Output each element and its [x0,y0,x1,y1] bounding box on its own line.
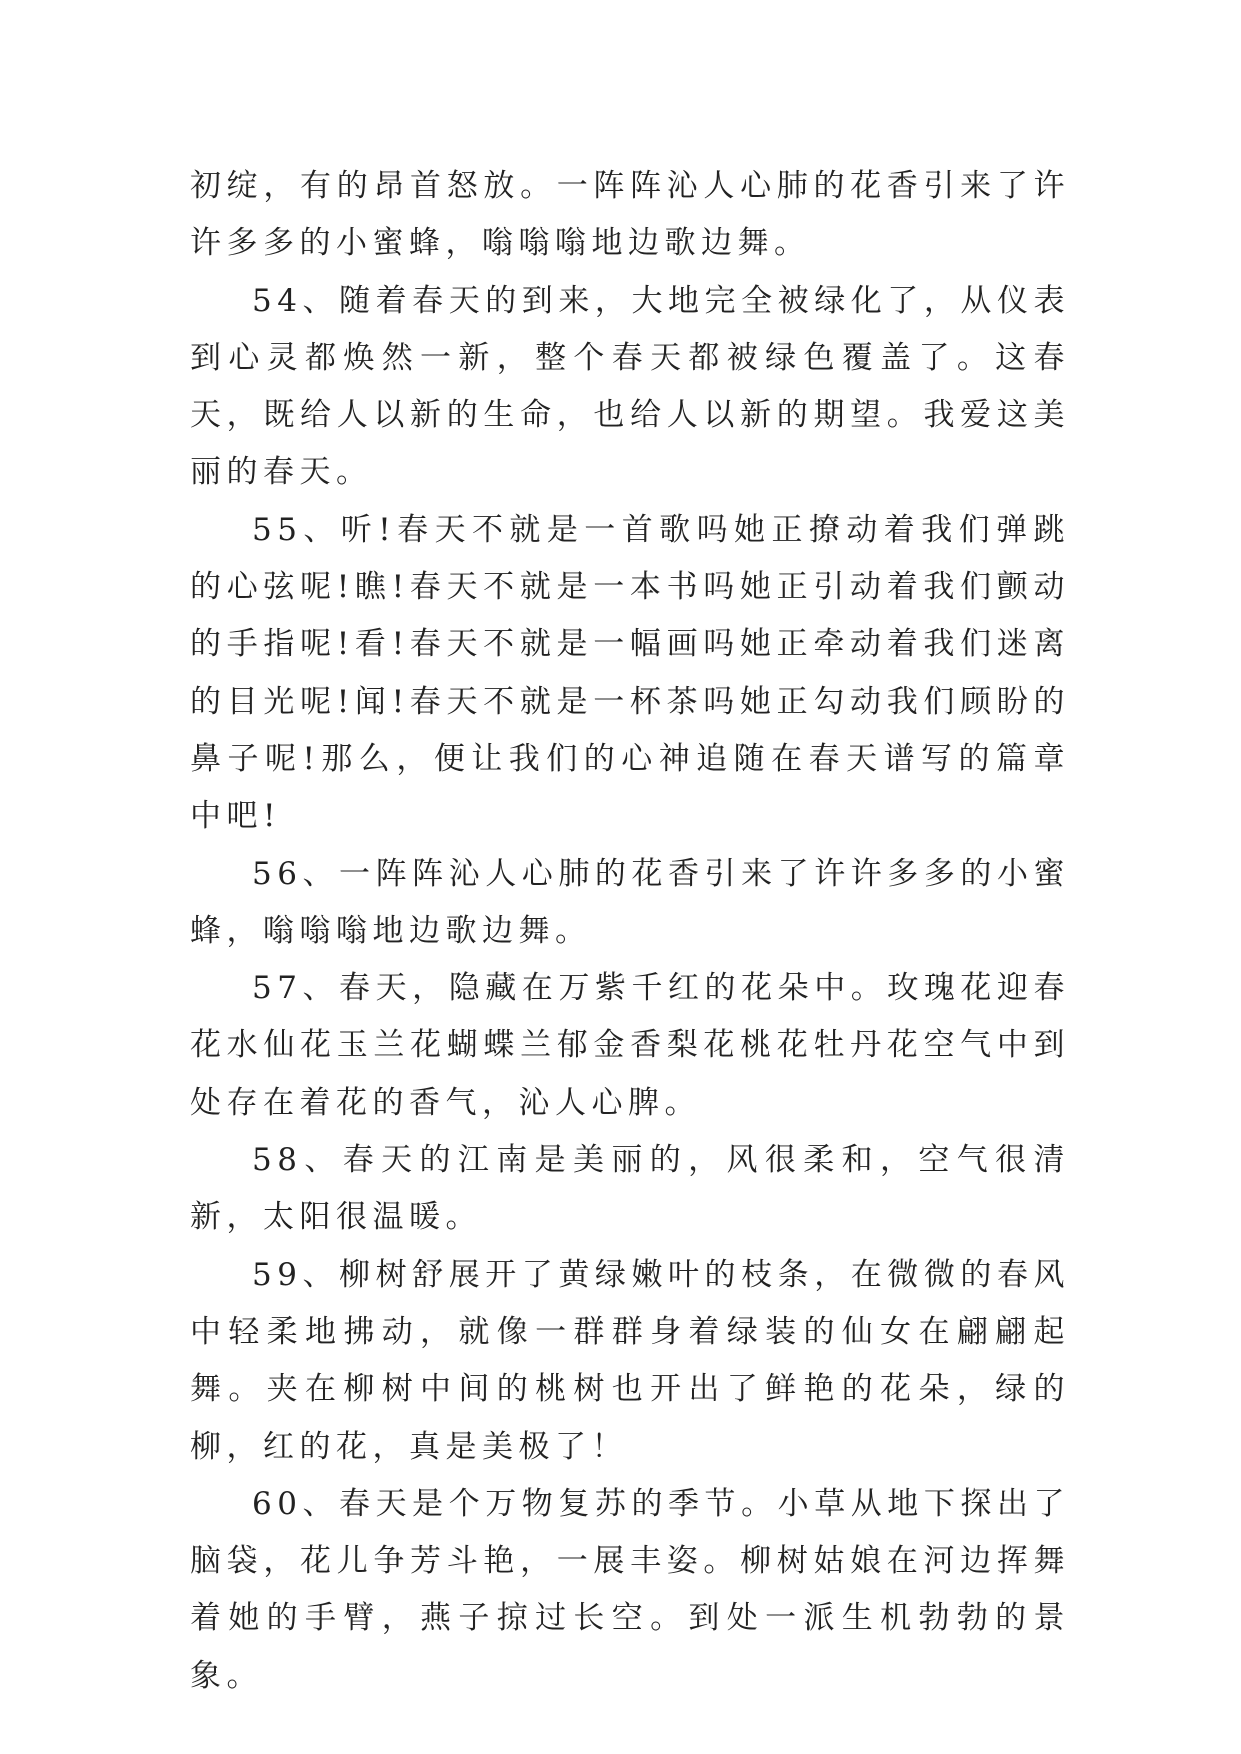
paragraph-60: 60、春天是个万物复苏的季节。小草从地下探出了脑袋，花儿争芳斗艳，一展丰姿。柳树姑娘在河边挥舞着她的手臂，燕子掠过长空。到处一派生机勃勃的景象。 [190,1485,1070,1694]
paragraph-55: 55、听!春天不就是一首歌吗她正撩动着我们弹跳的心弦呢!瞧!春天不就是一本书吗她正引动着我们颤动的手指呢!看!春天不就是一幅画吗她正牵动着我们迷离的目光呢!闻!春天不就是一杯茶吗她正勾动我们顾盼的鼻子呢!那么，便让我们的心神追随在春天谱写的篇章中吧! [190,511,1070,835]
paragraph-58: 58、春天的江南是美丽的，风很柔和，空气很清新，太阳很温暖。 [190,1142,1070,1236]
paragraph-57: 57、春天，隐藏在万紫千红的花朵中。玫瑰花迎春花水仙花玉兰花蝴蝶兰郁金香梨花桃花牡丹花空气中到处存在着花的香气，沁人心脾。 [190,970,1070,1121]
document-body [190,158,1070,1705]
paragraph-53-continued: 初绽，有的昂首怒放。一阵阵沁人心肺的花香引来了许许多多的小蜜蜂，嗡嗡嗡地边歌边舞。 [190,168,1070,262]
paragraph-59: 59、柳树舒展开了黄绿嫩叶的枝条，在微微的春风中轻柔地拂动，就像一群群身着绿装的仙女在翩翩起舞。夹在柳树中间的桃树也开出了鲜艳的花朵，绿的柳，红的花，真是美极了！ [190,1256,1070,1465]
paragraph-54: 54、随着春天的到来，大地完全被绿化了，从仪表到心灵都焕然一新，整个春天都被绿色覆盖了。这春天，既给人以新的生命，也给人以新的期望。我爱这美丽的春天。 [190,282,1070,491]
paragraph-56: 56、一阵阵沁人心肺的花香引来了许许多多的小蜜蜂，嗡嗡嗡地边歌边舞。 [190,855,1070,949]
